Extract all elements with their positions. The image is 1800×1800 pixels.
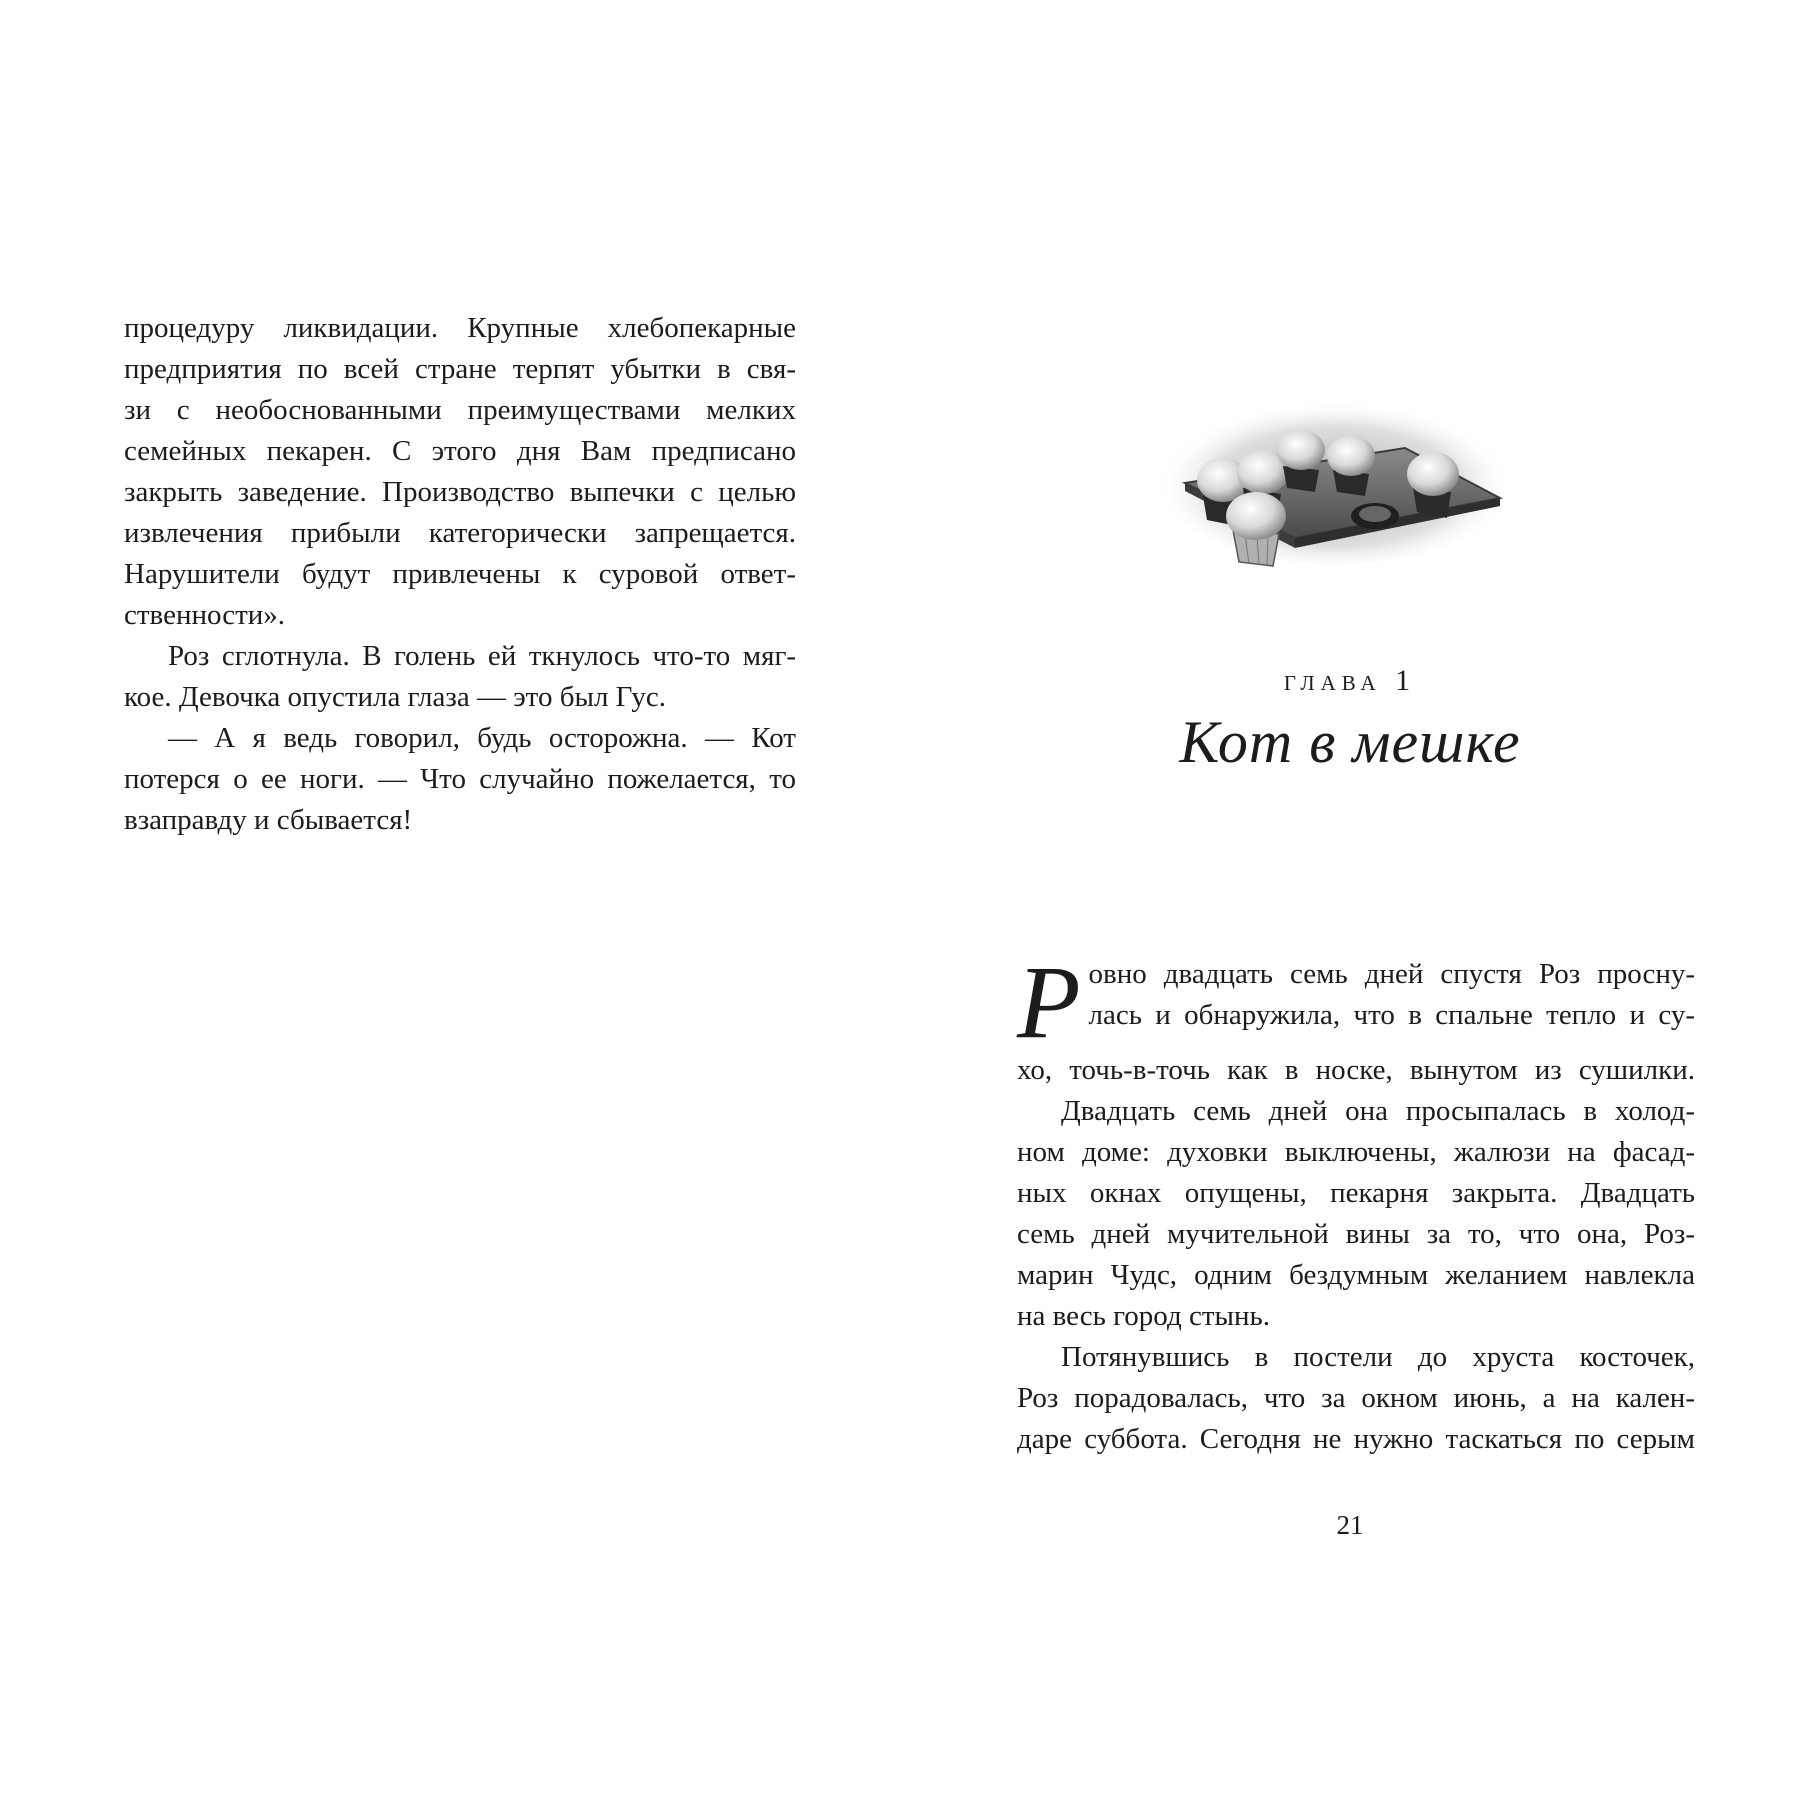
drop-cap: Р — [1017, 945, 1081, 1060]
muffin-tray-illustration — [1155, 388, 1515, 568]
chapter-title: Кот в мешке — [1179, 709, 1521, 775]
first-paragraph — [1017, 945, 1695, 1091]
page-number: 21 — [1336, 1510, 1364, 1540]
text-line: на весь город стынь. — [1017, 1300, 1270, 1332]
text-line: ных окнах опущены, пекарня закрыта. Двадцать — [1017, 1177, 1695, 1209]
left-page-text — [124, 308, 796, 841]
text-line: потерся о ее ноги. — Что случайно пожелается, то — [124, 763, 796, 795]
text-line: Роз порадовалась, что за окном июнь, а на кален- — [1017, 1382, 1695, 1414]
right-page — [900, 0, 1800, 1800]
text-line: семейных пекарен. С этого дня Вам предписано — [124, 435, 796, 467]
text-line: семь дней мучительной вины за то, что она, Роз- — [1017, 1218, 1695, 1250]
text-line: извлечения прибыли категорически запрещается. — [124, 517, 796, 549]
right-page-text — [1017, 945, 1695, 1460]
chapter-label: глава 1 — [1283, 664, 1417, 697]
text-line: хо, точь-в-точь как в носке, вынутом из сушилки. — [1017, 1054, 1695, 1086]
text-line: Нарушители будут привлечены к суровой ответ- — [124, 558, 796, 590]
text-line: ном доме: духовки выключены, жалюзи на фасад- — [1017, 1136, 1695, 1168]
text-line: марин Чудс, одним бездумным желанием навлекла — [1017, 1259, 1695, 1291]
text-line: даре суббота. Сегодня не нужно таскаться по серым — [1017, 1423, 1695, 1455]
text-line: лась и обнаружила, что в спальне тепло и су- — [1088, 999, 1695, 1031]
text-line: Роз сглотнула. В голень ей ткнулось что-то мяг- — [168, 640, 796, 672]
text-line: предприятия по всей стране терпят убытки в свя- — [124, 353, 796, 385]
text-line: взаправду и сбывается! — [124, 804, 413, 836]
text-line: — А я ведь говорил, будь осторожна. — Кот — [168, 722, 796, 754]
text-line: зи с необоснованными преимуществами мелких — [124, 394, 796, 426]
text-line: ственности». — [124, 599, 286, 631]
text-line: Потянувшись в постели до хруста косточек, — [1061, 1341, 1695, 1373]
text-line: закрыть заведение. Производство выпечки с целью — [124, 476, 796, 508]
text-line: процедуру ликвидации. Крупные хлебопекарные — [124, 312, 796, 344]
text-line: кое. Девочка опустила глаза — это был Гус. — [124, 681, 666, 713]
text-line: Двадцать семь дней она просыпалась в холод- — [1061, 1095, 1695, 1127]
text-line: овно двадцать семь дней спустя Роз просну- — [1088, 958, 1695, 990]
